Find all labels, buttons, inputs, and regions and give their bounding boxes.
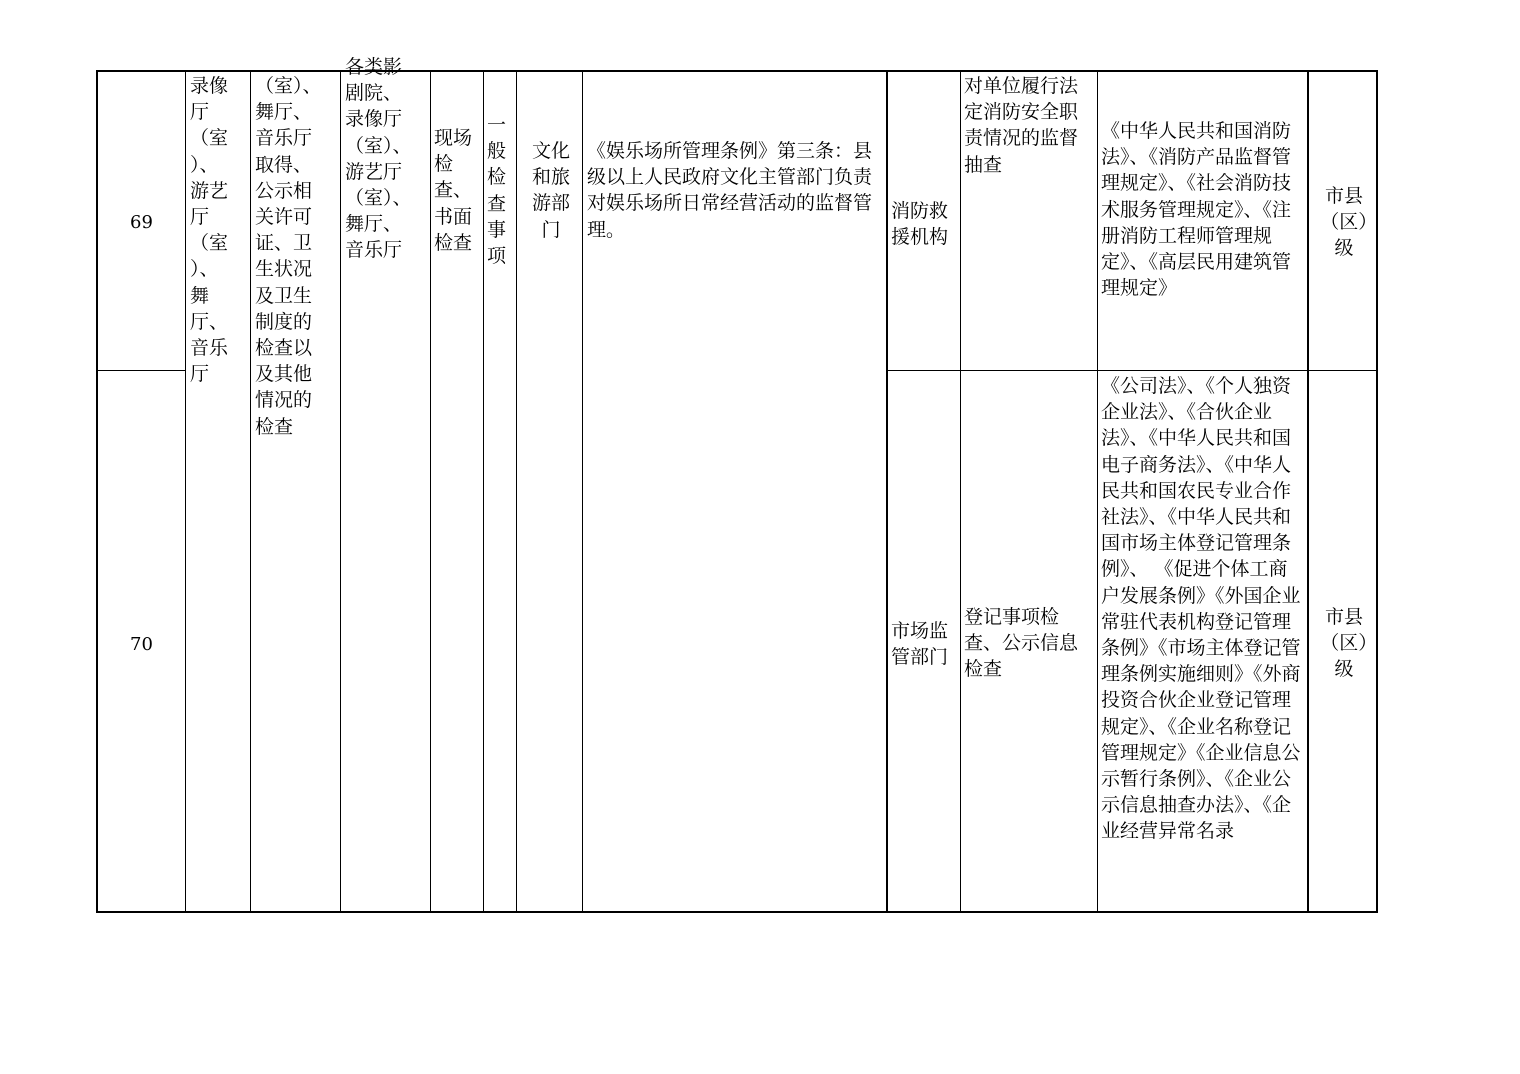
shared-check-object: 各类影剧院、录像厅（室）、游艺厅（室）、舞厅、音乐厅 (345, 56, 412, 262)
column-divider (430, 70, 431, 913)
shared-check-method: 现场检查、书面检查 (434, 127, 473, 254)
shared-legal-basis: 《娱乐场所管理条例》第三条：县级以上人民政府文化主管部门负责对娱乐场所日常经营活动的监督管理。 (587, 140, 873, 241)
column-divider (582, 70, 583, 913)
row-divider (886, 370, 1378, 371)
shared-check-type: 一般检查事项 (487, 114, 507, 268)
table-border-right (1376, 70, 1378, 913)
column-divider (1307, 70, 1309, 913)
row-69-department: 消防救援机构 (891, 200, 949, 249)
row-70-department: 市场监管部门 (891, 620, 949, 669)
row-divider (96, 370, 186, 371)
column-divider (483, 70, 484, 913)
row-69-law-basis: 《中华人民共和国消防法》、《消防产品监督管理规定》、《社会消防技术服务管理规定》、《注册消防工程师管理规定》、《高层民用建筑管理规定》 (1101, 120, 1292, 300)
row-70-check-content: 登记事项检查、公示信息检查 (964, 606, 1079, 681)
column-divider (1097, 70, 1098, 913)
row-70-law-basis: 《公司法》、《个人独资企业法》、《合伙企业法》、《中华人民共和国电子商务法》、《中华人民共和国农民专业合作社法》、《中华人民共和国市场主体登记管理条例》、 《促进个体工商户发展条例》《外国企业常驻代表机构登记管理条例》《市场主体登记管理条例实施细则》《外商投资合伙企业登记管理规定》、《企业名称登记管理规定》《企业信息公示暂行条例》、《企业公示信息抽查办法》、《企业经营异常名录 (1101, 375, 1301, 843)
table-border-top (96, 70, 1378, 72)
row-70-seq: 70 (130, 634, 153, 655)
row-70-level: 市县（区）级 (1320, 606, 1368, 681)
shared-category: 录像厅（室）、游艺厅（室）、舞厅、音乐厅 (190, 75, 229, 386)
table-border-bottom (96, 911, 1378, 913)
row-69-level: 市县（区）级 (1320, 185, 1368, 260)
column-divider (185, 70, 186, 913)
column-divider (340, 70, 341, 913)
column-divider (516, 70, 517, 913)
row-69-seq: 69 (130, 212, 153, 233)
column-divider (886, 70, 888, 913)
table-border-left (96, 70, 98, 913)
row-69-check-content: 对单位履行法定消防安全职责情况的监督抽查 (964, 75, 1079, 176)
column-divider (960, 70, 961, 913)
shared-check-item: （室）、舞厅、音乐厅取得、公示相关许可证、卫生状况及卫生制度的检查以及其他情况的检查 (255, 75, 322, 438)
shared-initiator: 文化和旅游部门 (531, 140, 570, 241)
column-divider (250, 70, 251, 913)
